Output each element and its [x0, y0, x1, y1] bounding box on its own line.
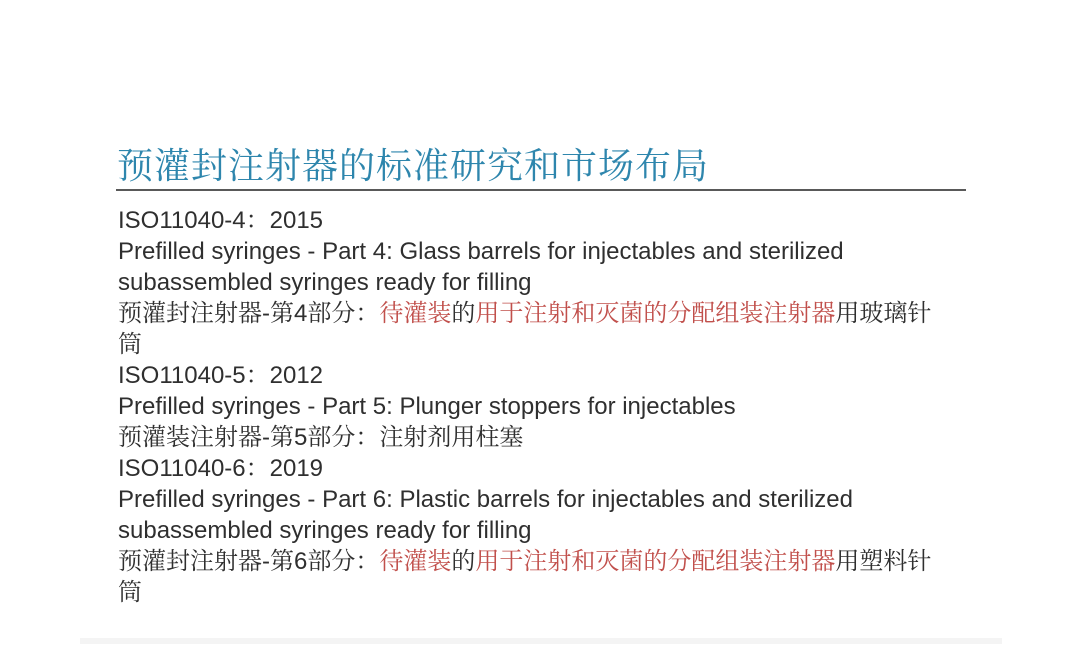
text-segment-highlighted: 待灌装 — [379, 548, 452, 575]
text-segment: 预灌装注射器-第5部分：注射剂用柱塞 — [118, 424, 524, 451]
text-segment: ISO11040-5：2012 — [118, 362, 324, 389]
text-segment: 预灌封注射器-第4部分： — [118, 300, 380, 327]
text-line — [118, 267, 931, 298]
text-line — [118, 205, 931, 236]
text-segment: 预灌封注射器-第6部分： — [118, 548, 380, 575]
text-line — [118, 515, 931, 546]
text-segment: subassembled syringes ready for filling — [118, 269, 532, 296]
text-line — [118, 298, 931, 329]
text-line — [118, 329, 931, 360]
text-segment: subassembled syringes ready for filling — [118, 517, 532, 544]
text-segment-highlighted: 待灌装 — [379, 300, 452, 327]
text-line — [118, 484, 931, 515]
text-segment: Prefilled syringes - Part 4: Glass barrels for injectables and sterilized — [118, 238, 844, 265]
text-segment: 的 — [451, 548, 476, 575]
text-segment: 用塑料针 — [835, 548, 932, 575]
text-segment: Prefilled syringes - Part 5: Plunger stoppers for injectables — [118, 393, 736, 420]
text-segment-highlighted: 用于注射和灭菌的分配组装注射器 — [475, 548, 836, 575]
text-line — [118, 391, 931, 422]
text-line — [118, 422, 931, 453]
text-segment-highlighted: 用于注射和灭菌的分配组装注射器 — [475, 300, 836, 327]
text-line — [118, 360, 931, 391]
text-line — [118, 546, 931, 577]
text-segment: 筒 — [118, 331, 142, 358]
slide-title: 预灌封注射器的标准研究和市场布局 — [117, 145, 710, 186]
text-line — [118, 577, 931, 608]
text-segment: 的 — [451, 300, 476, 327]
slide-bottom-edge — [80, 638, 1002, 644]
text-line — [118, 453, 931, 484]
text-segment: ISO11040-6：2019 — [118, 455, 324, 482]
text-segment: ISO11040-4：2015 — [118, 207, 324, 234]
text-segment: 用玻璃针 — [835, 300, 932, 327]
text-line — [118, 236, 931, 267]
title-divider-line — [116, 189, 966, 191]
text-segment: Prefilled syringes - Part 6: Plastic barrels for injectables and sterilized — [118, 486, 853, 513]
text-segment: 筒 — [118, 579, 142, 606]
slide-body — [118, 205, 931, 608]
